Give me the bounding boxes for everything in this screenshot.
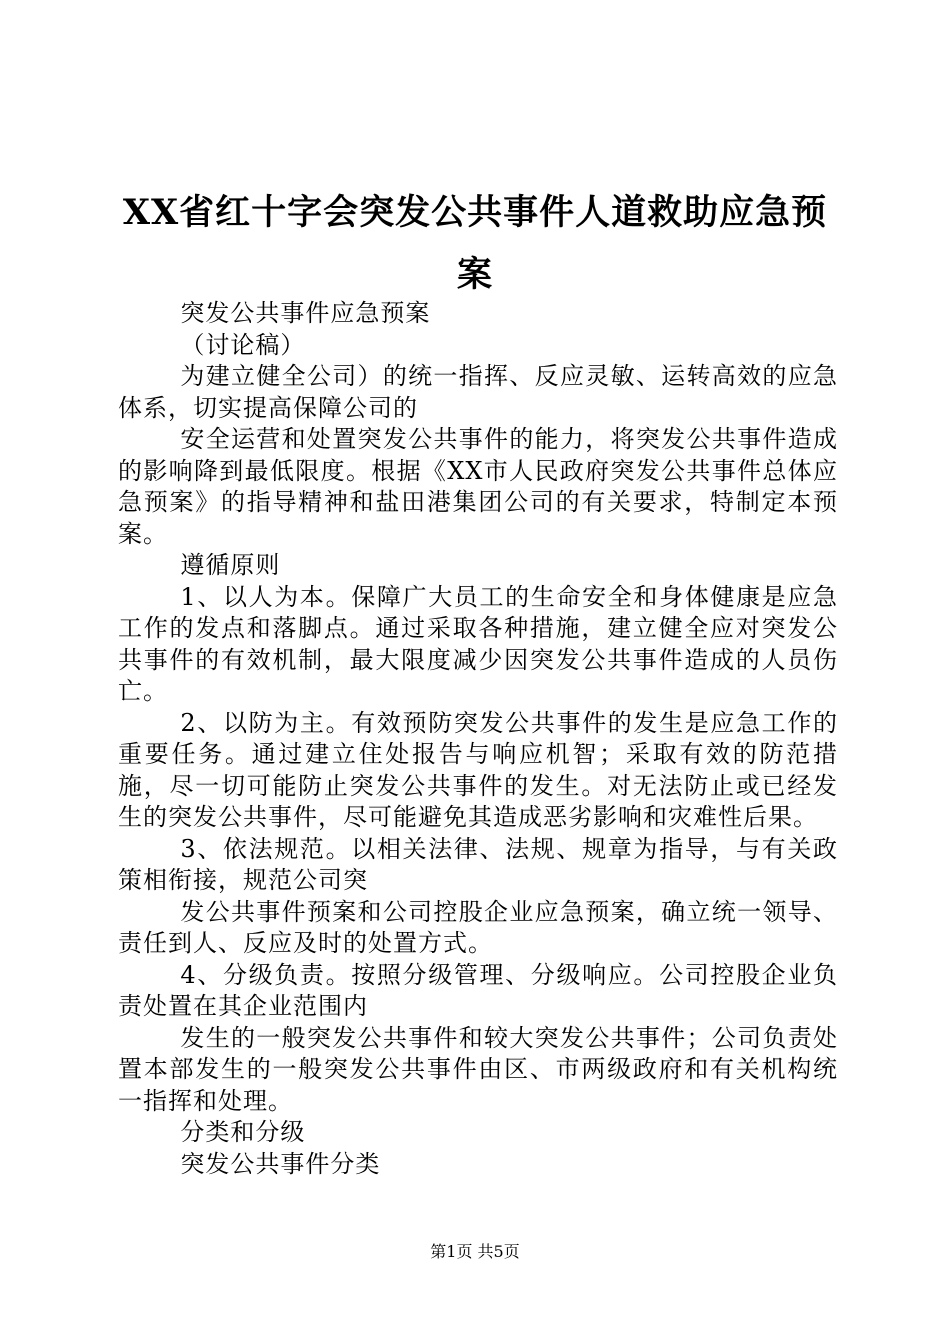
section-heading: 遵循原则 xyxy=(180,551,281,579)
page-footer: 第1页 共5页 xyxy=(430,1242,520,1261)
section-heading: 分类和分级 xyxy=(180,1118,306,1146)
paragraph: （讨论稿） xyxy=(180,330,306,359)
document-body xyxy=(118,298,838,1180)
paragraph: 为建立健全公司）的统一指挥、反应灵敏、运转高效的应急体系，切实提高保障公司的 xyxy=(118,362,838,422)
paragraph: 发公共事件预案和公司控股企业应急预案，确立统一领导、责任到人、反应及时的处置方式。 xyxy=(118,897,838,957)
paragraph: 安全运营和处置突发公共事件的能力，将突发公共事件造成的影响降到最低限度。根据《XX市人民政府突发公共事件总体应急预案》的指导精神和盐田港集团公司的有关要求，特制定本预案。 xyxy=(118,425,838,548)
section-heading: 突发公共事件分类 xyxy=(180,1149,381,1178)
document-title: XX省红十字会突发公共事件人道救助应急预案 xyxy=(122,192,828,295)
paragraph: 突发公共事件应急预案 xyxy=(180,299,431,327)
paragraph: 发生的一般突发公共事件和较大突发公共事件；公司负责处置本部发生的一般突发公共事件由区、市两级政府和有关机构统一指挥和处理。 xyxy=(118,1023,838,1115)
paragraph: 3、依法规范。以相关法律、法规、规章为指导，与有关政策相衔接，规范公司突 xyxy=(118,834,838,894)
paragraph: 2、以防为主。有效预防突发公共事件的发生是应急工作的重要任务。通过建立住处报告与响应机智；采取有效的防范措施，尽一切可能防止突发公共事件的发生。对无法防止或已经发生的突发公共事件，尽可能避免其造成恶劣影响和灾难性后果。 xyxy=(118,708,838,831)
paragraph: 4、分级负责。按照分级管理、分级响应。公司控股企业负责处置在其企业范围内 xyxy=(118,960,838,1020)
paragraph: 1、以人为本。保障广大员工的生命安全和身体健康是应急工作的发点和落脚点。通过采取各种措施，建立健全应对突发公共事件的有效机制，最大限度减少因突发公共事件造成的人员伤亡。 xyxy=(118,582,838,705)
